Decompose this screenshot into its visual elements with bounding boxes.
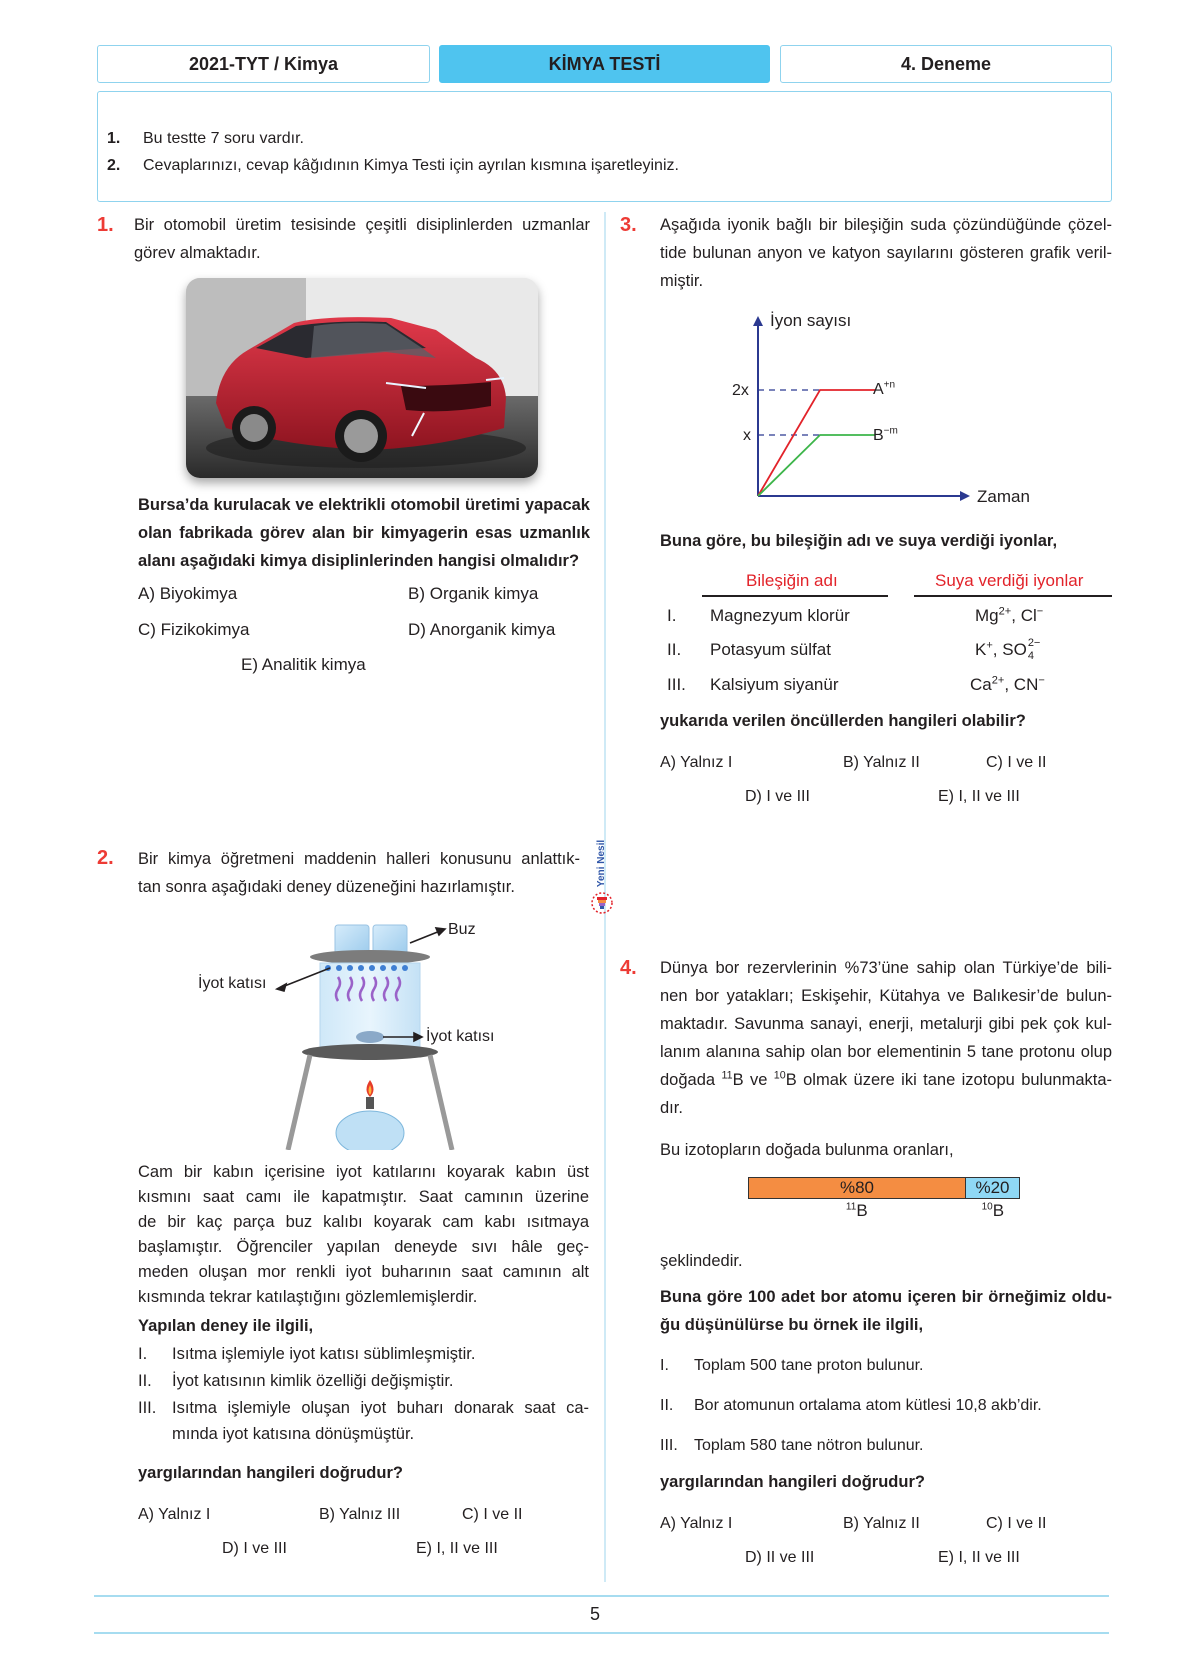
header-right-text: 4. Deneme xyxy=(900,53,992,74)
statement-item xyxy=(138,1368,589,1395)
cation-charge: 2+ xyxy=(998,605,1012,618)
badge-text-wrap xyxy=(592,838,612,888)
text-line: Dünya bor rezervlerinin %73’üne sahip olan Türkiye’de bili- xyxy=(660,959,1112,977)
abundance-outro: şeklindedir. xyxy=(660,1252,743,1270)
row-1-num: I. xyxy=(667,606,677,625)
text-line: miştir. xyxy=(660,272,704,290)
car-photo xyxy=(186,278,538,478)
question-3-intro xyxy=(660,211,1112,295)
isotope-segment-11: %80 xyxy=(749,1178,965,1198)
text-line: olan fabrikada görev alan bir kimyagerin esas uzmanlık xyxy=(138,524,590,542)
statement-text: İyot katısının kimlik özelliği değişmiştir. xyxy=(172,1372,454,1390)
q4-statement-1 xyxy=(660,1352,924,1380)
q4-statement-2 xyxy=(660,1392,1042,1420)
graph-y-label: İyon sayısı xyxy=(770,311,852,330)
text-line: dır. xyxy=(660,1099,683,1117)
instruction-text: Cevaplarınızı, cevap kâğıdının Kimya Testi için ayrılan kısmına işaretleyiniz. xyxy=(143,157,679,174)
question-4-intro xyxy=(660,954,1112,1122)
series-name: A xyxy=(873,381,884,398)
instruction-item xyxy=(107,157,679,175)
row-3-name: Kalsiyum siyanür xyxy=(710,675,839,694)
series-label-b xyxy=(873,427,898,445)
table-header-rule xyxy=(702,595,888,597)
text-line: başlamıştır. Öğrenciler yapılan deneyde sıvı hâle geç- xyxy=(138,1238,589,1256)
statement-item xyxy=(138,1341,589,1368)
question-2-body xyxy=(138,1160,589,1310)
text-line: Cam bir kabın içerisine iyot katılarını koyarak kabın üst xyxy=(138,1163,589,1181)
q2-option-c[interactable]: C) I ve II xyxy=(462,1506,523,1523)
anion-charge: − xyxy=(1036,605,1044,618)
text-line: Buna göre 100 adet bor atomu içeren bir örneğimiz oldu- xyxy=(660,1288,1112,1306)
text-line: görev almaktadır. xyxy=(134,244,261,262)
q2-option-b[interactable]: B) Yalnız III xyxy=(319,1506,401,1523)
question-2-number: 2. xyxy=(97,847,114,869)
row-2-num: II. xyxy=(667,640,682,659)
series-label-a xyxy=(873,381,895,399)
q3-option-a[interactable]: A) Yalnız I xyxy=(660,754,733,771)
question-2-stem: Yapılan deney ile ilgili, xyxy=(138,1317,314,1335)
sublimation-experiment-diagram xyxy=(190,915,550,1150)
anion-sub-sup xyxy=(1027,637,1041,662)
badge-text: Yeni Nesil xyxy=(596,839,608,887)
question-4-stem xyxy=(660,1283,1112,1339)
statement-item xyxy=(138,1395,589,1422)
table-header-rule xyxy=(914,595,1112,597)
table-header-ions: Suya verdiği iyonlar xyxy=(935,571,1084,590)
burner-wick xyxy=(366,1097,374,1109)
isotope-segment-10: %20 xyxy=(965,1178,1019,1198)
q4-option-e[interactable]: E) I, II ve III xyxy=(938,1549,1020,1566)
q4-option-a[interactable]: A) Yalnız I xyxy=(660,1515,733,1532)
text-line: ğu düşünülürse bu örnek ile ilgili, xyxy=(660,1316,924,1334)
instruction-text: Bu testte 7 soru vardır. xyxy=(143,130,304,147)
anion-charge: − xyxy=(1038,674,1045,687)
question-4-number: 4. xyxy=(620,957,637,979)
series-name: B xyxy=(873,427,884,444)
series-line-a xyxy=(758,390,875,496)
question-3-number: 3. xyxy=(620,214,637,236)
row-3-ions: $Ca^{2+}$, CN− xyxy=(970,674,1045,694)
text-fragment: B olmak üzere iki tane izotopu bulunmakta- xyxy=(785,1071,1113,1089)
text-line: lanım alanına sahip olan bor elementinin 5 tane protonu olup xyxy=(660,1043,1112,1061)
header-exam-name xyxy=(97,45,430,83)
cation: Mg xyxy=(975,606,999,625)
question-1-stem xyxy=(138,491,590,575)
header-test-title xyxy=(439,45,770,83)
row-1-ions: $Mg^{2+}$, Cl− xyxy=(975,605,1044,625)
q4-option-b[interactable]: B) Yalnız II xyxy=(843,1515,920,1532)
statement-text-continued: mında iyot katısına dönüşmüştür. xyxy=(172,1425,415,1443)
q1-option-a[interactable]: A) Biyokimya xyxy=(138,584,238,603)
yeni-nesil-badge xyxy=(590,838,620,928)
ice-label: Buz xyxy=(448,921,476,938)
q4-option-c[interactable]: C) I ve II xyxy=(986,1515,1047,1532)
graph-x-label: Zaman xyxy=(977,487,1030,506)
q1-option-b[interactable]: B) Organik kimya xyxy=(408,584,539,603)
isotope-abundance-bar xyxy=(748,1177,1020,1199)
instructions-box xyxy=(97,91,1112,202)
q3-option-e[interactable]: E) I, II ve III xyxy=(938,788,1020,805)
text-line: Bursa’da kurulacak ve elektrikli otomobil üretimi yapacak xyxy=(138,496,590,514)
text-line: nen bor yatakları; Eskişehir, Kütahya ve Balıkesir’de bulun- xyxy=(660,987,1112,1005)
text-line: alanı aşağıdaki kimya disiplinlerinden hangisi olmalıdır? xyxy=(138,552,580,570)
page-number: 5 xyxy=(589,1604,600,1624)
q3-option-d[interactable]: D) I ve III xyxy=(745,788,810,805)
tripod-leg xyxy=(430,1055,452,1150)
anion-subscript: 4 xyxy=(1027,650,1034,662)
question-1-intro xyxy=(134,211,590,267)
iodine-bottom-label: İyot katısı xyxy=(426,1028,495,1045)
isotope-label-11: $^{11}$B xyxy=(845,1201,868,1220)
q1-option-d[interactable]: D) Anorganik kimya xyxy=(408,620,556,639)
text-line: Bir otomobil üretim tesisinde çeşitli disiplinlerden uzmanlar xyxy=(134,216,590,234)
text-line: Bir kimya öğretmeni maddenin halleri konusunu anlattık- xyxy=(138,850,580,868)
cation: Ca xyxy=(970,675,992,694)
q2-option-a[interactable]: A) Yalnız I xyxy=(138,1506,211,1523)
graph-ytick-2x: 2x xyxy=(732,382,749,399)
isotope-label-10: $^{10}$B xyxy=(981,1201,1005,1220)
text-line xyxy=(660,1066,1112,1094)
text-line: Aşağıda iyonik bağlı bir bileşiğin suda çözündüğünde çözel- xyxy=(660,216,1112,234)
statement-number: II. xyxy=(660,1397,674,1414)
iodine-solid-pile xyxy=(356,1031,384,1043)
question-4-question: yargılarından hangileri doğrudur? xyxy=(660,1473,925,1491)
q1-option-e[interactable]: E) Analitik kimya xyxy=(241,655,366,674)
instruction-item xyxy=(107,130,304,148)
text-line: kısmını saat camı ile kapatmıştır. Saat camının üzerine xyxy=(138,1188,589,1206)
text-fragment: B ve xyxy=(732,1071,774,1089)
watch-glass xyxy=(310,950,430,964)
question-1-number: 1. xyxy=(97,214,114,236)
question-2-intro xyxy=(138,845,580,901)
statement-text: Bor atomunun ortalama atom kütlesi 10,8 akb’dir. xyxy=(694,1397,1042,1414)
cation-charge: + xyxy=(986,639,993,652)
question-2-question: yargılarından hangileri doğrudur? xyxy=(138,1464,403,1482)
q2-option-e[interactable]: E) I, II ve III xyxy=(416,1540,498,1557)
row-3-num: III. xyxy=(667,675,686,694)
q2-option-d[interactable]: D) I ve III xyxy=(222,1540,287,1557)
ion-count-graph xyxy=(720,308,1040,508)
red-suv-image xyxy=(186,278,538,478)
footer-rule-bottom xyxy=(94,1632,1109,1634)
row-1-name: Magnezyum klorür xyxy=(710,606,850,625)
series-charge: +n xyxy=(883,379,896,391)
statement-number: III. xyxy=(660,1437,678,1454)
statement-number: II. xyxy=(138,1372,152,1390)
abundance-intro: Bu izotopların doğada bulunma oranları, xyxy=(660,1141,954,1159)
statement-text: Isıtma işlemiyle oluşan iyot buharı donarak saat ca- xyxy=(172,1399,589,1417)
table-header-compound: Bileşiğin adı xyxy=(746,571,838,590)
statement-number: I. xyxy=(138,1345,148,1363)
footer-rule-top xyxy=(94,1595,1109,1597)
question-2-statements xyxy=(138,1341,589,1446)
text-line: tide bulunan anyon ve katyon sayılarını gösteren grafik veril- xyxy=(660,244,1112,262)
text-line: maktadır. Savunma sanayi, enerji, metalurji gibi pek çok kul- xyxy=(660,1015,1112,1033)
header-center-text: KİMYA TESTİ xyxy=(548,54,661,74)
y-axis-arrow-icon xyxy=(753,316,763,326)
text-line: de bir kaç parça buz kalıbı koyarak cam kabı ısıtmaya xyxy=(138,1213,589,1231)
statement-text: Toplam 500 tane proton bulunur. xyxy=(694,1357,924,1374)
statement-text: Toplam 580 tane nötron bulunur. xyxy=(694,1437,924,1454)
statement-number: I. xyxy=(660,1357,669,1374)
tripod-plate xyxy=(302,1044,438,1060)
anion-charge: 2− xyxy=(1027,637,1041,649)
cation-charge: 2+ xyxy=(991,674,1005,687)
q3-option-c[interactable]: C) I ve II xyxy=(986,754,1047,771)
question-3-stem: Buna göre, bu bileşiğin adı ve suya verdiği iyonlar, xyxy=(660,532,1058,550)
cation: K xyxy=(975,640,987,659)
anion: Cl xyxy=(1020,606,1037,625)
statement-number: III. xyxy=(138,1399,157,1417)
text-line: meden oluşan mor renkli iyot buharının saat camının alt xyxy=(138,1263,589,1281)
q3-option-b[interactable]: B) Yalnız II xyxy=(843,754,920,771)
statement-text: Isıtma işlemiyle iyot katısı süblimleşmiştir. xyxy=(172,1345,476,1363)
mass-number: 10 xyxy=(773,1069,786,1082)
row-2-name: Potasyum sülfat xyxy=(710,640,831,659)
isotope-labels xyxy=(748,1201,1020,1225)
anion: CN xyxy=(1013,675,1039,694)
text-line: tan sonra aşağıdaki deney düzeneğini hazırlamıştır. xyxy=(138,878,515,896)
text-line: kısmında tekrar katılaştığını gözlemlemişlerdir. xyxy=(138,1288,478,1306)
q4-option-d[interactable]: D) II ve III xyxy=(745,1549,815,1566)
row-2-ions: K+, SO 2− 4 xyxy=(975,637,1041,662)
header-exam-number xyxy=(780,45,1112,83)
mass-number: 11 xyxy=(721,1069,733,1082)
instruction-number: 2. xyxy=(107,157,121,174)
q1-option-c[interactable]: C) Fizikokimya xyxy=(138,620,250,639)
q4-statement-3 xyxy=(660,1432,924,1460)
iodine-top-label: İyot katısı xyxy=(198,975,267,992)
text-fragment: doğada xyxy=(660,1071,722,1089)
header-left-text: 2021-TYT / Kimya xyxy=(188,53,339,74)
instruction-number: 1. xyxy=(107,130,121,147)
x-axis-arrow-icon xyxy=(960,491,970,501)
anion: SO xyxy=(1002,640,1027,659)
tripod-leg xyxy=(288,1055,310,1150)
yeni-nesil-logo-icon xyxy=(590,890,614,916)
graph-ytick-x: x xyxy=(743,427,751,444)
spirit-burner xyxy=(336,1111,404,1150)
question-3-question: yukarıda verilen öncüllerden hangileri olabilir? xyxy=(660,712,1026,730)
series-charge: −m xyxy=(883,425,898,437)
